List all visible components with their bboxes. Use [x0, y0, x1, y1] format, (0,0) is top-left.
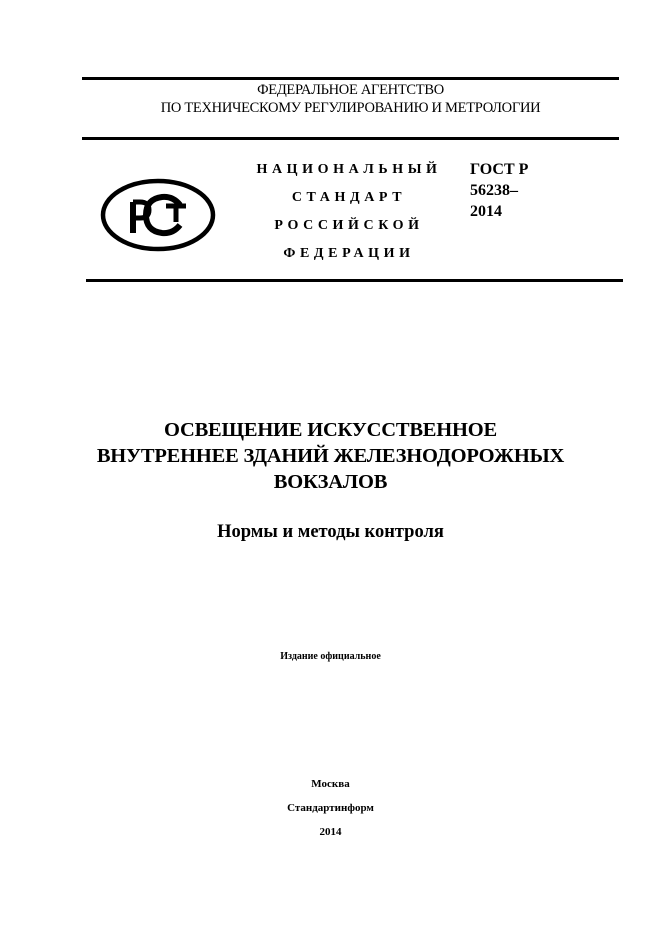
standard-type-line-2: СТАНДАРТ [291, 190, 407, 205]
agency-header [82, 81, 619, 117]
agency-line-2: ПО ТЕХНИЧЕСКОМУ РЕГУЛИРОВАНИЮ И МЕТРОЛОГИИ [160, 100, 541, 116]
document-subtitle: Нормы и методы контроля [217, 522, 444, 542]
standard-type-line-3: РОССИЙСКОЙ [274, 218, 424, 233]
rst-logo-icon [100, 178, 216, 252]
top-rule [82, 77, 619, 80]
title-line-2: ВНУТРЕННЕЕ ЗДАНИЙ ЖЕЛЕЗНОДОРОЖНЫХ [96, 445, 565, 467]
standard-type-line-1: НАЦИОНАЛЬНЫЙ [256, 162, 442, 177]
gost-designation [470, 159, 528, 222]
imprint-city: Москва [311, 778, 350, 790]
gost-line-2: 56238– [470, 182, 518, 199]
agency-line-1: ФЕДЕРАЛЬНОЕ АГЕНТСТВО [257, 82, 444, 98]
standard-type-line-4: ФЕДЕРАЦИИ [283, 246, 415, 261]
imprint-publisher: Стандартинформ [287, 802, 374, 814]
gost-line-1: ГОСТ Р [470, 161, 529, 178]
title-line-1: ОСВЕЩЕНИЕ ИСКУССТВЕННОЕ [163, 419, 497, 441]
rst-logo-graphic [100, 178, 216, 252]
edition-label: Издание официальное [280, 651, 381, 662]
title-line-3: ВОКЗАЛОВ [273, 471, 388, 493]
standard-type-block [236, 156, 462, 268]
middle-rule [82, 137, 619, 140]
document-title [40, 417, 621, 495]
bottom-rule [86, 279, 623, 282]
gost-line-3: 2014 [470, 203, 502, 220]
imprint-year: 2014 [319, 826, 342, 838]
